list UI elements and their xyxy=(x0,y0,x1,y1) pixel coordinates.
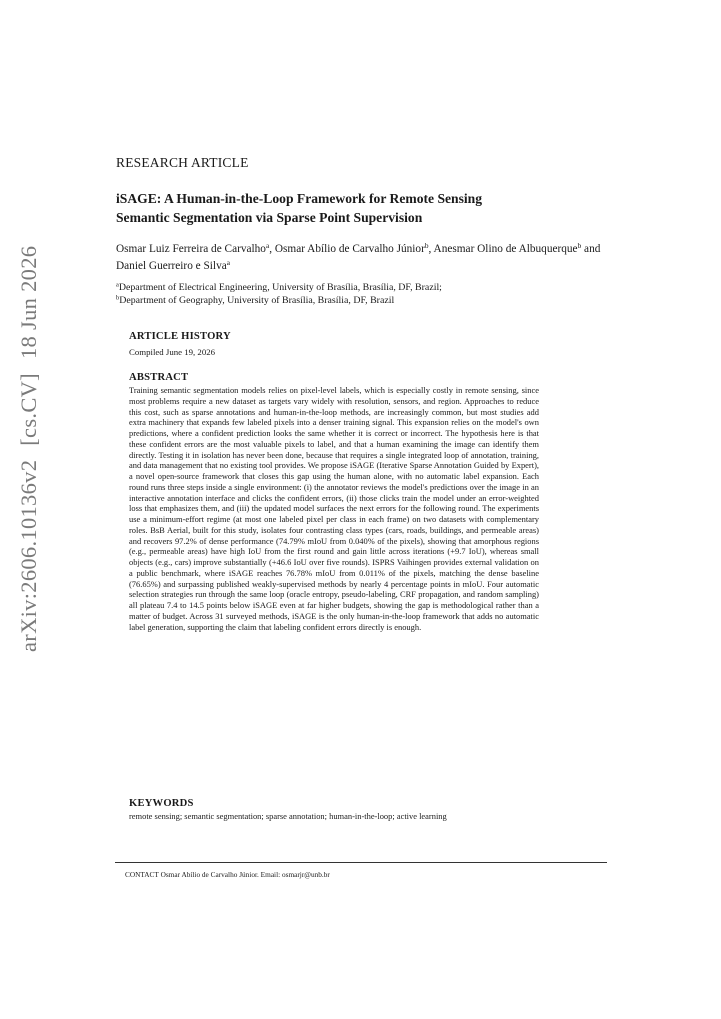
arxiv-category: [cs.CV] xyxy=(16,373,41,446)
affiliation-list xyxy=(116,281,606,307)
arxiv-identifier-stamp xyxy=(16,232,42,652)
keywords-list: remote sensing; semantic segmentation; sparse annotation; human-in-the-loop; active learning xyxy=(129,811,447,821)
footnote-rule xyxy=(115,862,607,863)
abstract-heading: ABSTRACT xyxy=(129,372,189,383)
author-name: Osmar Luiz Ferreira de Carvalho xyxy=(116,243,266,255)
author-name: Osmar Abílio de Carvalho Júnior xyxy=(274,243,425,255)
author-separator: , xyxy=(269,243,275,255)
author-affil-mark: b xyxy=(424,240,429,250)
affiliation-mark: a xyxy=(116,281,119,289)
article-history-heading: ARTICLE HISTORY xyxy=(129,331,231,342)
affiliation-item xyxy=(116,281,606,294)
author-list xyxy=(116,241,606,274)
author-separator: , xyxy=(428,243,434,255)
author-affil-mark: a xyxy=(265,240,270,250)
contact-footnote: CONTACT Osmar Abílio de Carvalho Júnior. Email: osmarjr@unb.br xyxy=(125,870,330,879)
affiliation-item xyxy=(116,294,606,307)
affiliation-text: Department of Electrical Engineering, University of Brasília, Brasília, DF, Brazil; xyxy=(118,282,442,293)
author-affil-mark: b xyxy=(577,240,582,250)
arxiv-date: 18 Jun 2026 xyxy=(16,245,41,360)
affiliation-text: Department of Geography, University of Brasília, Brasília, DF, Brazil xyxy=(119,295,395,306)
title-line-2: Semantic Segmentation via Sparse Point Supervision xyxy=(116,210,423,225)
author-name: Anesmar Olino de Albuquerque xyxy=(433,243,578,255)
author-name: Daniel Guerreiro e Silva xyxy=(116,259,227,272)
paper-title xyxy=(116,189,596,227)
title-line-1: iSAGE: A Human-in-the-Loop Framework for Remote Sensing xyxy=(116,191,483,206)
author-affil-mark: a xyxy=(226,257,230,267)
affiliation-mark: b xyxy=(116,294,120,302)
abstract-body: Training semantic segmentation models relies on pixel-level labels, which is especially costly in remote sensing, since most problems require a new dataset as targets vary widely with resolution, sensors, and region. Approaches to reduce this cost, such as sparse annotations and human-in-the-loop methods, are increasingly common, but most studies add extra machinery that expands few labeled pixels into a denser training signal. This expansion relies on the model's own predictions, where a confident prediction looks the same whether it is correct or incorrect. The hypothesis here is that these confident errors are the most valuable pixels to label, and that a human examining the image can identify them directly. Testing it in isolation has never been done, because that requires a single integrated loop of annotation, training, and data management that no existing tool provides. We propose iSAGE (Iterative Sparse Annotation Guided by Expert), a novel open-source framework that closes this gap using the human alone, with no automatic label expansion. Each round runs three steps inside a single environment: (i) the annotator reviews the model's predictions over the image in an interactive annotation interface and clicks the confident errors, (ii) those clicks train the model under an error-weighted loss that emphasizes them, and (iii) the updated model surfaces the next errors for the following round. The experiments use a minimum-effort regime (at most one labeled pixel per class in each frame) on two datasets with complementary roles. BsB Aerial, built for this study, isolates four contrasting class types (cars, roads, buildings, and permeable areas) and recovers 97.2% of dense performance (74.79% mIoU from 0.040% of the pixels), showing that amorphous regions (e.g., permeable areas) have high IoU from the first round and gain little across iterations (+9.7 IoU), whereas small objects (e.g., cars) improve substantially (+46.6 IoU over five rounds). ISPRS Vaihingen provides external validation on a public benchmark, where iSAGE reaches 76.78% mIoU from 0.011% of the pixels, matching the dense baseline (76.65%) and surpassing published weakly-supervised methods by nearly 4 percentage points in mIoU. Four automatic selection strategies run through the same loop (oracle entropy, pseudo-labeling, CRF propagation, and random sampling) all plateau 7.4 to 14.5 points below iSAGE even at far higher budgets, showing the gap is methodological rather than a matter of budget. Across 31 surveyed methods, iSAGE is the only human-in-the-loop framework that adds no automatic label generation, supporting the claim that labeling confident errors directly is enough. xyxy=(129,385,539,632)
arxiv-id: arXiv:2606.10136v2 xyxy=(16,459,41,652)
article-type-label: RESEARCH ARTICLE xyxy=(116,155,249,170)
keywords-heading: KEYWORDS xyxy=(129,798,194,809)
compiled-date: Compiled June 19, 2026 xyxy=(129,347,216,357)
author-separator: and xyxy=(581,243,601,255)
